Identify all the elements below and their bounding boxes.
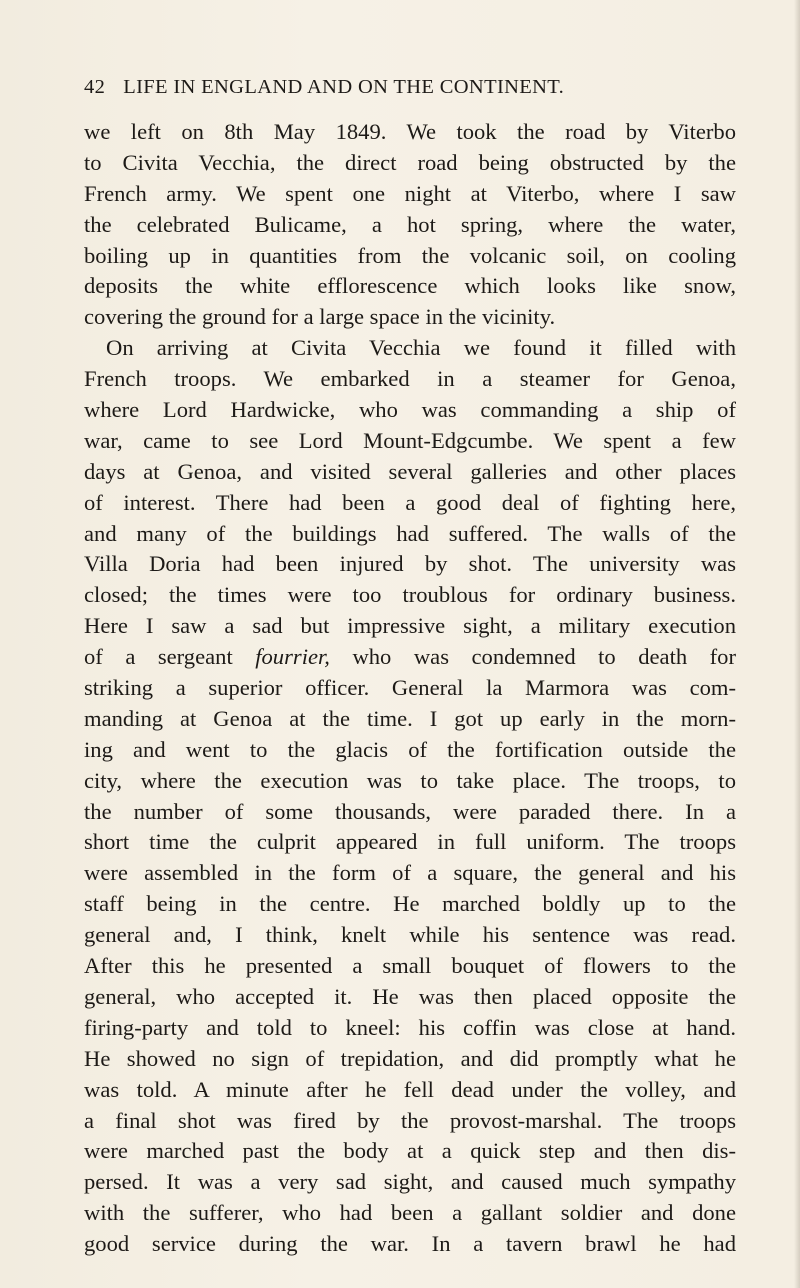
text-line: general, who accepted it. He was then placed opposite the bbox=[84, 983, 736, 1009]
text-line: Here I saw a sad but impressive sight, a military execution bbox=[84, 613, 736, 639]
text-line: of interest. There had been a good deal of fighting here, bbox=[84, 489, 736, 515]
text-line: deposits the white efflorescence which looks like snow, bbox=[84, 273, 736, 299]
text-line: were assembled in the form of a square, the general and his bbox=[84, 860, 736, 886]
text-line: Villa Doria had been injured by shot. The university was bbox=[84, 551, 736, 577]
text-line: and many of the buildings had suffered. The walls of the bbox=[84, 520, 736, 546]
text-segment: of a sergeant bbox=[84, 644, 256, 670]
text-line: where Lord Hardwicke, who was commanding a ship of bbox=[84, 397, 736, 423]
text-line: After this he presented a small bouquet of flowers to the bbox=[84, 953, 736, 979]
text-line: firing-party and told to kneel: his coffin was close at hand. bbox=[84, 1014, 736, 1040]
running-title: LIFE IN ENGLAND AND ON THE CONTINENT. bbox=[123, 76, 565, 98]
text-line: ing and went to the glacis of the fortification outside the bbox=[84, 736, 736, 762]
text-line: days at Genoa, and visited several galleries and other places bbox=[84, 458, 736, 484]
text-line: staff being in the centre. He marched boldly up to the bbox=[84, 891, 736, 917]
text-line: boiling up in quantities from the volcanic soil, on cooling bbox=[84, 242, 736, 268]
text-line: French army. We spent one night at Viterbo, where I saw bbox=[84, 180, 736, 206]
text-line: persed. It was a very sad sight, and caused much sympathy bbox=[84, 1169, 736, 1195]
text-line: On arriving at Civita Vecchia we found it filled with bbox=[106, 335, 736, 361]
text-line: good service during the war. In a tavern brawl he had bbox=[84, 1231, 736, 1257]
page-edge-shadow bbox=[794, 0, 800, 1288]
text-line: closed; the times were too troublous for ordinary business. bbox=[84, 582, 736, 608]
body-text bbox=[84, 117, 736, 1260]
text-line: short time the culprit appeared in full uniform. The troops bbox=[84, 829, 736, 855]
running-header bbox=[84, 76, 724, 108]
text-line: general and, I think, knelt while his sentence was read. bbox=[84, 922, 736, 948]
text-line: war, came to see Lord Mount-Edgcumbe. We spent a few bbox=[84, 427, 736, 453]
text-line: the number of some thousands, were paraded there. In a bbox=[84, 798, 736, 824]
italic-word: fourrier, bbox=[255, 644, 330, 670]
text-segment: who was condemned to death for bbox=[329, 644, 736, 670]
text-line: French troops. We embarked in a steamer for Genoa, bbox=[84, 366, 736, 392]
text-line-with-italic bbox=[84, 642, 736, 673]
text-line: manding at Genoa at the time. I got up early in the morn- bbox=[84, 705, 736, 731]
page-number: 42 bbox=[84, 76, 106, 98]
text-line: covering the ground for a large space in the vicinity. bbox=[84, 304, 556, 330]
text-line: was told. A minute after he fell dead under the volley, and bbox=[84, 1076, 736, 1102]
text-line: to Civita Vecchia, the direct road being obstructed by the bbox=[84, 149, 736, 175]
text-line: we left on 8th May 1849. We took the road by Viterbo bbox=[84, 119, 736, 144]
text-line: the celebrated Bulicame, a hot spring, where the water, bbox=[84, 211, 736, 237]
text-line: with the sufferer, who had been a gallant soldier and done bbox=[84, 1200, 736, 1226]
text-line: a final shot was fired by the provost-marshal. The troops bbox=[84, 1107, 736, 1133]
text-line: He showed no sign of trepidation, and did promptly what he bbox=[84, 1045, 736, 1071]
text-line: city, where the execution was to take place. The troops, to bbox=[84, 767, 736, 793]
text-line: were marched past the body at a quick step and then dis- bbox=[84, 1138, 736, 1164]
text-line: striking a superior officer. General la Marmora was com- bbox=[84, 675, 736, 701]
